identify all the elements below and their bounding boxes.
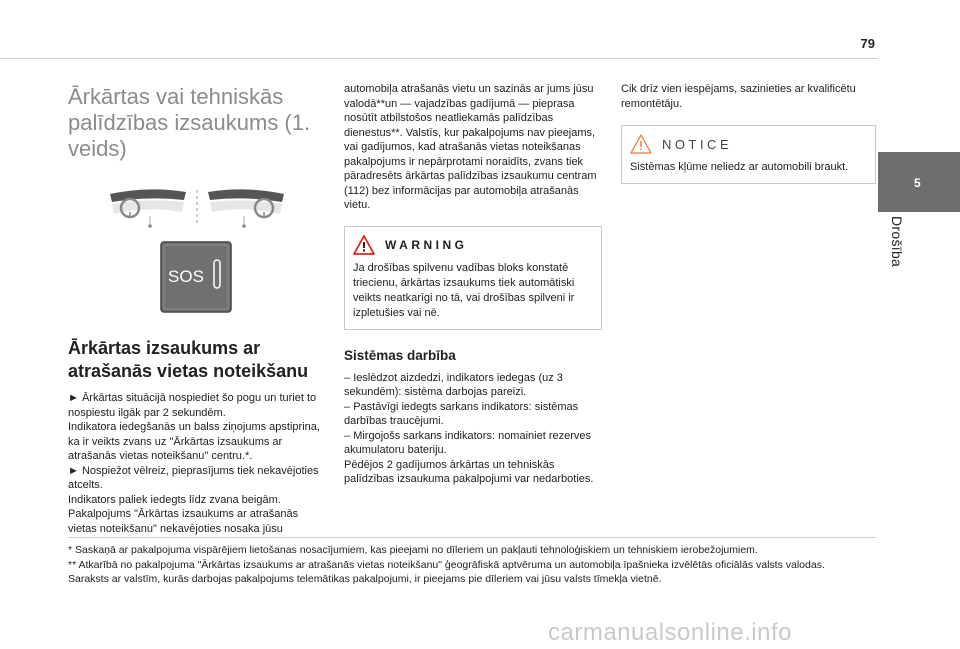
column-1 [68,82,326,536]
list-item: – Ieslēdzot aizdedzi, indikators iedegas (uz 3 sekundēm): sistēma darbojas pareizi. [344,371,602,400]
footnote: Saraksts ar valstīm, kurās darbojas pakalpojums telemātikas pakalpojumi, ir pieejams pie dīleriem vai jūsu valsts tīmekļa vietnē. [68,573,662,585]
notice-icon [630,134,652,154]
page-number: 79 [860,36,875,51]
page-title: Ārkārtas vai tehniskās palīdzības izsaukums (1. veids) [68,84,311,161]
paragraph: Cik drīz vien iespējams, sazinieties ar kvalificētu remontētāju. [621,83,856,110]
notice-label: NOTICE [662,136,733,152]
paragraph: Indikators paliek iedegts līdz zvana beigām. [68,493,281,506]
list-item: Pēdējos 2 gadījumos ārkārtas un tehniskās palīdzības izsaukuma pakalpojumi var nedarboties. [344,458,594,485]
warning-icon [353,235,375,255]
column-3 [621,82,876,184]
notice-text: Sistēmas kļūme neliedz ar automobili braukt. [630,161,849,173]
chapter-label: Drošība [889,216,905,268]
sos-figure [68,182,326,324]
paragraph: Indikatora iedegšanās un balss ziņojums apstiprina, ka ir veikts zvans uz "Ārkārtas izsaukums ar atrašanās vietas noteikšanu" centru.*. [68,421,320,462]
list-item: – Mirgojošs sarkans indikators: nomainiet rezerves akumulatoru bateriju. [344,429,602,458]
footnotes [68,543,876,587]
sos-label: SOS [168,267,204,286]
top-rule [0,58,878,59]
footnote-rule [68,537,876,538]
warning-label: WARNING [385,237,468,252]
paragraph: ► Nospiežot vēlreiz, pieprasījums tiek nekavējoties atcelts. [68,464,326,493]
watermark: carmanualsonline.info [548,619,792,646]
notice-box [621,125,876,184]
paragraph: automobiļa atrašanās vietu un sazinās ar jums jūsu valodā**un — vajadzības gadījumā — pieprasa nosūtīt atbilstošos neatliekamās palīdzības dienestus**. Valstīs, kur pakalpojums nav pieejams, vai gadījumos, kad atrašanās vietas noteikšanas pakalpojums ir nepārprotami noraidīts, zvans tiek pāradresēts ārkārtas palīdzības izsaukumu centram (112) bez informācijas par automobiļa atrašanās vietu. [344,83,597,211]
paragraph: ► Ārkārtas situācijā nospiediet šo pogu un turiet to nospiestu ilgāk par 2 sekundēm. [68,391,326,420]
warning-box [344,226,602,330]
dashboard-illustration [68,182,326,324]
chapter-number: 5 [914,176,921,190]
warning-text: Ja drošības spilvenu vadības bloks konstatē triecienu, ārkārtas izsaukums tiek automātiski veikts neatkarīgi no tā, vai drošības spilveni ir izpletušies vai nē. [353,261,575,319]
column-1-body [68,391,326,536]
paragraph: Pakalpojums "Ārkārtas izsaukums ar atrašanās vietas noteikšanu" nekavējoties nosaka jūsu [68,508,299,535]
section-title: Sistēmas darbība [344,347,456,363]
section-subtitle: Ārkārtas izsaukums ar atrašanās vietas noteikšanu [68,338,309,381]
footnote: ** Atkarībā no pakalpojuma "Ārkārtas izsaukums ar atrašanās vietas noteikšanu" ģeogrāfiskā aptvēruma un automobiļa īpašnieka izvēlētās oficiālās valsts valodas. [68,558,825,571]
column-2 [344,82,602,487]
footnote: * Saskaņā ar pakalpojuma vispārējiem lietošanas nosacījumiem, kas pieejami no dīleriem un pakļauti tehnoloģiskiem un tehniskiem ierobežojumiem. [68,544,758,556]
chapter-tab[interactable] [878,152,960,212]
list-item: – Pastāvīgi iedegts sarkans indikators: sistēmas darbības traucējumi. [344,400,602,429]
right-dashboard-icon [208,189,284,227]
column-2-list [344,371,602,487]
left-dashboard-icon [110,189,186,227]
